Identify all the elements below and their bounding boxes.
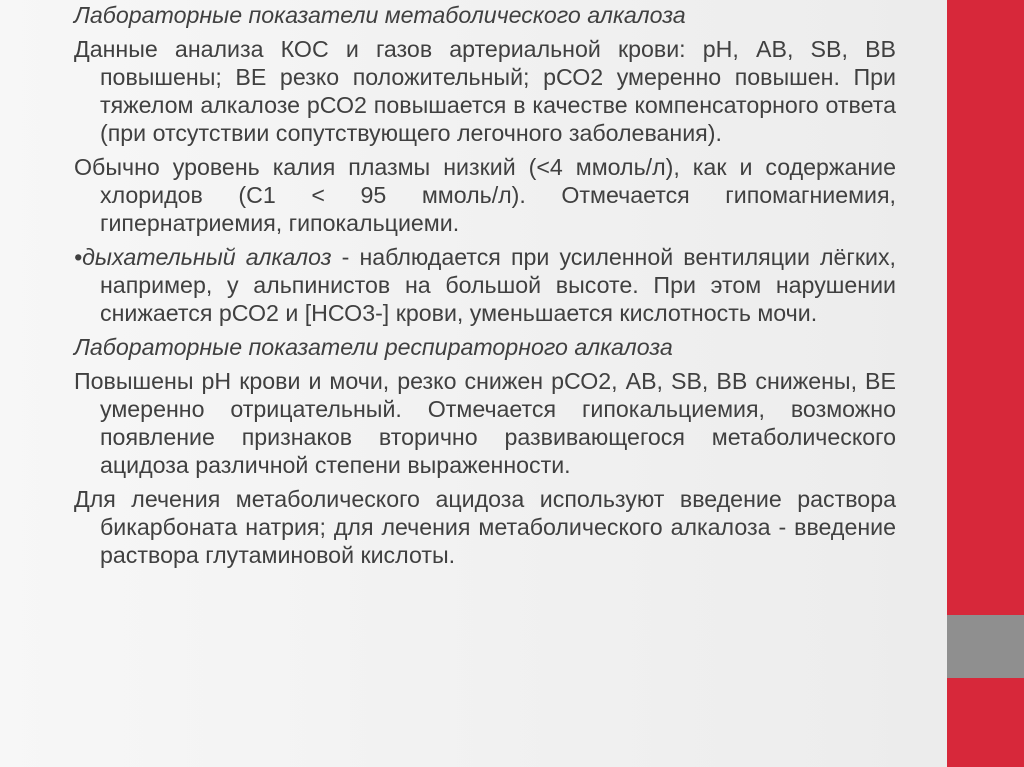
- paragraph-acid-base-data: Данные анализа КОС и газов артериальной крови: рН, АВ, SB, ВВ повышены; BE резко положительный; рСО2 умеренно повышен. При тяжелом алкалозе рСО2 повышается в качестве компенсаторного ответа (при отсутствии сопутствующего легочного заболевания).: [74, 36, 896, 146]
- decor-gray-bar: [947, 615, 1024, 678]
- paragraph-treatment: Для лечения метаболического ацидоза используют введение раствора бикарбоната натрия; для лечения метаболического алкалоза - введение раствора глутаминовой кислоты.: [74, 486, 896, 568]
- paragraph-respiratory-alkalosis: [74, 243, 896, 327]
- heading-respiratory-alkalosis-labs: Лабораторные показатели респираторного алкалоза: [74, 334, 673, 360]
- term-respiratory-alkalosis: •дыхательный алкалоз: [74, 244, 332, 270]
- paragraph-respiratory-labs: Повышены рН крови и мочи, резко снижен рСО2, АВ, SB, ВВ снижены, ВЕ умеренно отрицательный. Отмечается гипокальциемия, возможно появление признаков вторично развивающегося метаболического ацидоза различной степени выраженности.: [74, 368, 896, 478]
- slide-content: [74, 1, 896, 575]
- paragraph-potassium-chlorides: Обычно уровень калия плазмы низкий (<4 ммоль/л), как и содержание хлоридов (С1 < 95 ммоль/л). Отмечается гипомагниемия, гипернатриемия, гипокальциеми.: [74, 154, 896, 236]
- decor-red-bar-bottom: [947, 678, 1024, 767]
- paragraph-respiratory-alkalosis-text: - наблюдается при усиленной вентиляции лёгких, например, у альпинистов на большой высоте. При этом нарушении снижается рСО2 и [НСО3-] крови, уменьшается кислотность мочи.: [100, 244, 897, 326]
- heading-metabolic-alkalosis-labs: Лабораторные показатели метаболического алкалоза: [74, 2, 686, 28]
- decor-red-bar-top: [947, 0, 1024, 615]
